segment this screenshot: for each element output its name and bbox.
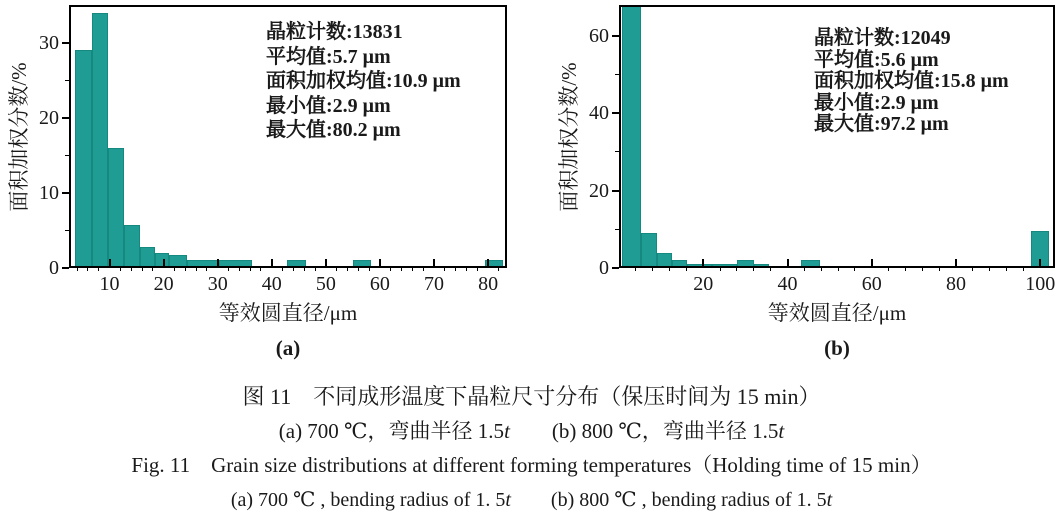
x-tick-label: 30 bbox=[207, 273, 228, 295]
y-tick-label: 0 bbox=[599, 257, 609, 279]
caption-text: (b) 800 ℃，弯曲半径 1.5 bbox=[509, 419, 779, 443]
x-minor-tick bbox=[652, 268, 653, 271]
y-major-tick bbox=[62, 267, 69, 269]
x-minor-tick bbox=[174, 268, 175, 271]
x-minor-tick bbox=[989, 268, 990, 271]
x-major-tick bbox=[433, 259, 435, 266]
x-major-tick bbox=[487, 259, 489, 266]
y-major-tick bbox=[612, 190, 619, 192]
y-major-tick bbox=[62, 42, 69, 44]
x-major-tick bbox=[379, 259, 381, 266]
x-minor-tick bbox=[804, 268, 805, 271]
x-minor-tick bbox=[905, 268, 906, 271]
x-minor-tick bbox=[142, 268, 143, 271]
x-minor-tick bbox=[466, 268, 467, 271]
x-minor-tick bbox=[888, 268, 889, 271]
x-minor-tick bbox=[282, 268, 283, 271]
y-major-tick bbox=[612, 35, 619, 37]
x-minor-tick bbox=[412, 268, 413, 271]
x-major-tick bbox=[271, 259, 273, 266]
x-tick-label: 20 bbox=[693, 273, 714, 295]
x-minor-tick bbox=[185, 268, 186, 271]
x-minor-tick bbox=[498, 268, 499, 271]
caption-text: t bbox=[826, 489, 833, 511]
x-minor-tick bbox=[770, 268, 771, 271]
x-minor-tick bbox=[152, 268, 153, 271]
panel-label: (a) bbox=[275, 336, 301, 360]
plot-frame bbox=[619, 5, 1055, 268]
x-minor-tick bbox=[922, 268, 923, 271]
caption-text: (a) 700 ℃ , bending radius of 1. 5 bbox=[230, 489, 506, 511]
caption-en-sub bbox=[0, 483, 1063, 512]
stats-annotation-line: 面积加权均值:15.8 μm bbox=[814, 70, 1009, 92]
x-minor-tick bbox=[477, 268, 478, 271]
stats-annotation-line: 平均值:5.7 μm bbox=[266, 45, 391, 68]
x-minor-tick bbox=[336, 268, 337, 271]
x-minor-tick bbox=[838, 268, 839, 271]
x-tick-label: 70 bbox=[424, 273, 444, 295]
x-minor-tick bbox=[98, 268, 99, 271]
x-major-tick bbox=[871, 259, 873, 266]
stats-annotation-line: 最小值:2.9 μm bbox=[814, 91, 939, 114]
x-minor-tick bbox=[736, 268, 737, 271]
x-minor-tick bbox=[293, 268, 294, 271]
x-minor-tick bbox=[304, 268, 305, 271]
caption-zh-sub bbox=[0, 415, 1063, 445]
caption-text: t bbox=[505, 489, 511, 511]
caption-text: 图 11 不同成形温度下晶粒尺寸分布（保压时间为 15 min） bbox=[242, 384, 821, 409]
x-minor-tick bbox=[120, 268, 121, 271]
x-tick-label: 80 bbox=[946, 273, 966, 295]
x-minor-tick bbox=[939, 268, 940, 271]
stats-annotation-line: 最小值:2.9 μm bbox=[266, 94, 391, 117]
x-minor-tick bbox=[315, 268, 316, 271]
y-minor-tick bbox=[65, 230, 69, 231]
stats-annotation-line: 面积加权均值:10.9 μm bbox=[266, 70, 461, 92]
x-minor-tick bbox=[444, 268, 445, 271]
x-minor-tick bbox=[972, 268, 973, 271]
y-minor-tick bbox=[615, 74, 619, 75]
x-tick-label: 10 bbox=[99, 273, 120, 295]
x-minor-tick bbox=[347, 268, 348, 271]
caption-en-title bbox=[0, 449, 1063, 479]
x-axis-label: 等效圆直径/μm bbox=[218, 301, 358, 325]
x-tick-label: 60 bbox=[369, 273, 390, 295]
y-minor-tick bbox=[615, 151, 619, 152]
x-minor-tick bbox=[455, 268, 456, 271]
y-minor-tick bbox=[65, 80, 69, 81]
panel-label: (b) bbox=[824, 336, 850, 360]
x-minor-tick bbox=[1023, 268, 1024, 271]
x-major-tick bbox=[109, 259, 111, 266]
caption-zh-title bbox=[0, 380, 1063, 411]
x-minor-tick bbox=[401, 268, 402, 271]
y-minor-tick bbox=[65, 155, 69, 156]
y-major-tick bbox=[612, 112, 619, 114]
x-minor-tick bbox=[753, 268, 754, 271]
caption-text: (b) 800 ℃ , bending radius of 1. 5 bbox=[510, 489, 827, 511]
caption-text: (a) 700 ℃，弯曲半径 1.5 bbox=[278, 419, 505, 443]
caption-text: t bbox=[778, 419, 785, 443]
x-minor-tick bbox=[1006, 268, 1007, 271]
x-minor-tick bbox=[369, 268, 370, 271]
x-minor-tick bbox=[77, 268, 78, 271]
x-minor-tick bbox=[228, 268, 229, 271]
x-major-tick bbox=[163, 259, 165, 266]
x-minor-tick bbox=[239, 268, 240, 271]
x-tick-label: 100 bbox=[1025, 273, 1056, 295]
y-tick-label: 60 bbox=[589, 24, 609, 47]
x-minor-tick bbox=[250, 268, 251, 271]
y-tick-label: 30 bbox=[39, 31, 59, 54]
x-major-tick bbox=[1039, 259, 1041, 266]
y-major-tick bbox=[62, 192, 69, 194]
x-major-tick bbox=[787, 259, 789, 266]
x-tick-label: 60 bbox=[861, 273, 882, 295]
y-tick-label: 0 bbox=[49, 257, 59, 279]
x-minor-tick bbox=[720, 268, 721, 271]
y-tick-label: 40 bbox=[589, 102, 609, 125]
x-minor-tick bbox=[854, 268, 855, 271]
x-tick-label: 50 bbox=[315, 273, 336, 295]
x-minor-tick bbox=[260, 268, 261, 271]
y-tick-label: 20 bbox=[39, 106, 59, 129]
y-major-tick bbox=[62, 117, 69, 119]
caption-text: Fig. 11 Grain size distributions at different forming temperatures（Holding time of 15 min） bbox=[131, 453, 932, 477]
x-minor-tick bbox=[131, 268, 132, 271]
x-minor-tick bbox=[635, 268, 636, 271]
x-minor-tick bbox=[686, 268, 687, 271]
x-tick-label: 20 bbox=[153, 273, 174, 295]
x-major-tick bbox=[955, 259, 957, 266]
x-minor-tick bbox=[669, 268, 670, 271]
x-minor-tick bbox=[390, 268, 391, 271]
y-axis-label: 面积加权分数/% bbox=[7, 61, 31, 212]
stats-annotation-line: 最大值:97.2 μm bbox=[814, 113, 949, 135]
stats-annotation-line: 晶粒计数:13831 bbox=[266, 21, 403, 43]
plot-frame bbox=[69, 5, 507, 268]
x-major-tick bbox=[702, 259, 704, 266]
x-tick-label: 40 bbox=[777, 273, 798, 295]
x-tick-label: 80 bbox=[478, 273, 499, 295]
y-tick-label: 20 bbox=[589, 179, 609, 202]
stats-annotation-line: 最大值:80.2 μm bbox=[266, 119, 401, 141]
stats-annotation-line: 平均值:5.6 μm bbox=[814, 48, 939, 71]
y-tick-label: 10 bbox=[39, 181, 59, 204]
x-minor-tick bbox=[196, 268, 197, 271]
y-minor-tick bbox=[615, 229, 619, 230]
x-major-tick bbox=[325, 259, 327, 266]
x-minor-tick bbox=[206, 268, 207, 271]
y-axis-label: 面积加权分数/% bbox=[557, 61, 581, 212]
x-minor-tick bbox=[423, 268, 424, 271]
caption-text: t bbox=[504, 419, 510, 443]
x-tick-label: 40 bbox=[261, 273, 282, 295]
x-major-tick bbox=[217, 259, 219, 266]
stats-annotation-line: 晶粒计数:12049 bbox=[814, 27, 951, 49]
x-minor-tick bbox=[358, 268, 359, 271]
x-minor-tick bbox=[821, 268, 822, 271]
x-minor-tick bbox=[87, 268, 88, 271]
x-axis-label: 等效圆直径/μm bbox=[767, 301, 907, 325]
y-major-tick bbox=[612, 267, 619, 269]
